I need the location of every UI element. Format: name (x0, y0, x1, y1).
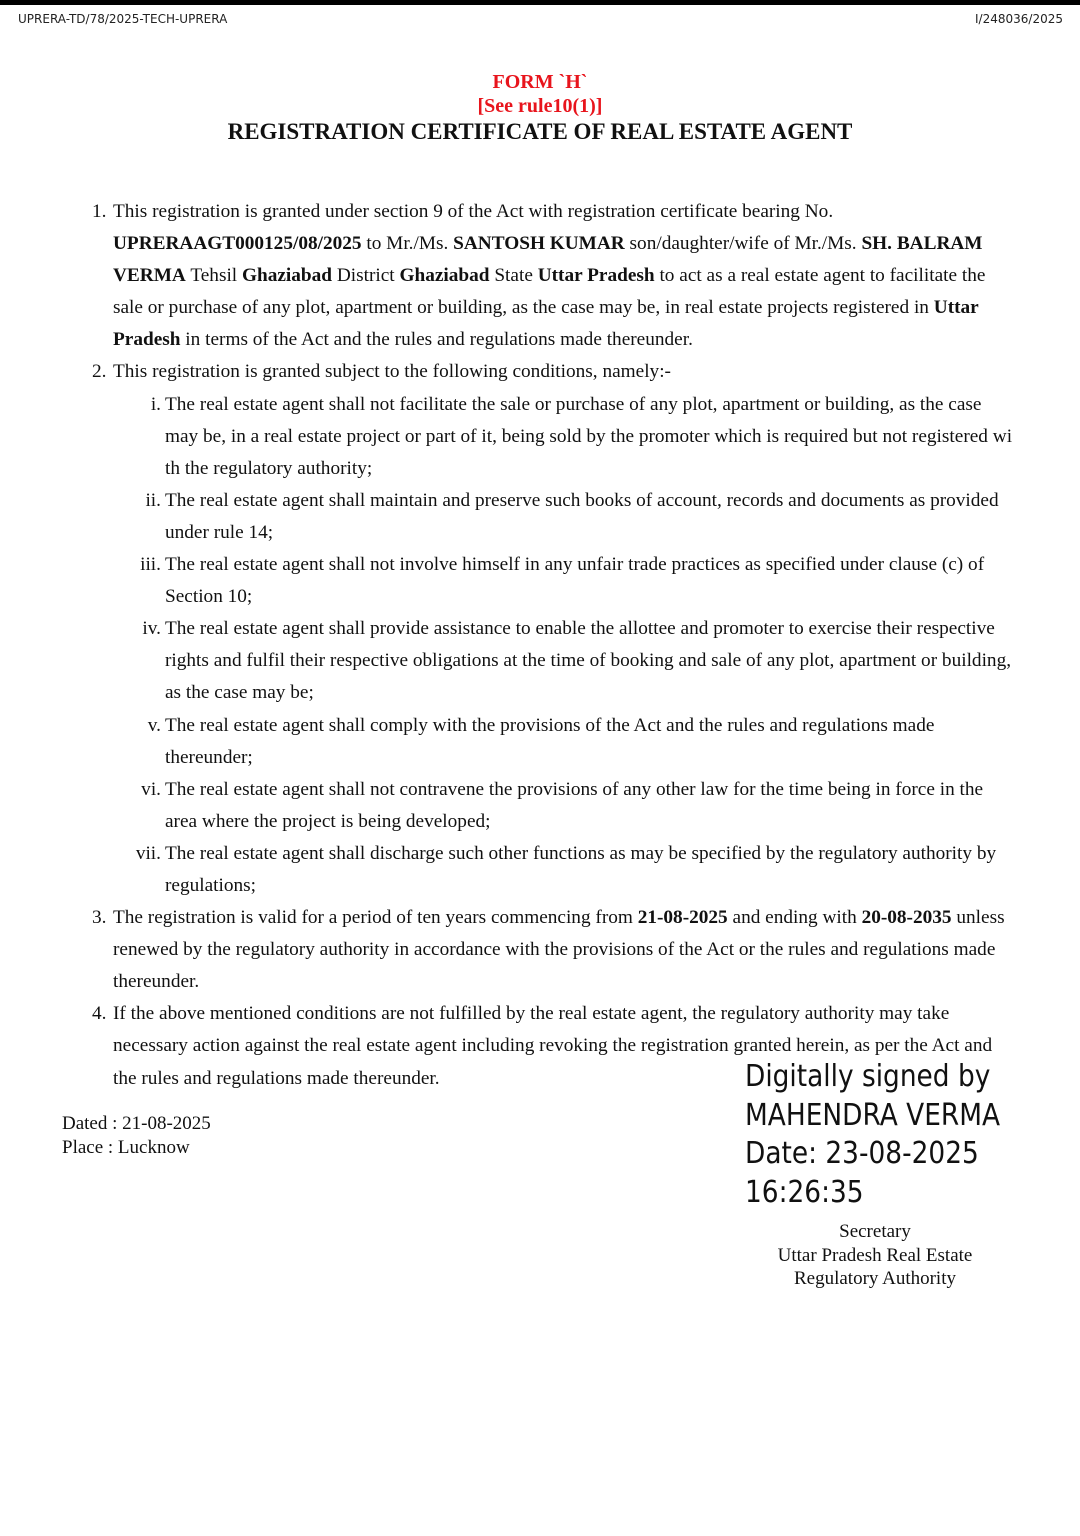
text: to Mr./Ms. (361, 233, 454, 255)
conditions-list (92, 389, 1017, 903)
condition-number: vii. (135, 842, 161, 864)
certificate-body (92, 196, 1017, 1095)
top-bar (0, 0, 1080, 5)
condition-text: The real estate agent shall discharge such other functions as may be specified by the regulatory authority by regulations; (165, 842, 997, 896)
text: The registration is valid for a period of ten years commencing from (113, 907, 638, 929)
signatory-title: Secretary (839, 1221, 911, 1242)
condition-text: The real estate agent shall maintain and preserve such books of account, records and documents as provided under rule 14; (165, 489, 999, 543)
condition-number: iv. (142, 618, 161, 640)
validity-start: 21-08-2025 (637, 907, 728, 929)
signature-date: Date: 23-08-2025 (745, 1136, 979, 1171)
place: Place : Lucknow (62, 1137, 190, 1158)
text: unless renewed by the regulatory authority in accordance with the provisions of the Act or the rules and regulations made thereunder. (113, 907, 1005, 993)
clause-number: 1. (92, 201, 107, 222)
signer-name: MAHENDRA VERMA (745, 1097, 1001, 1133)
inward-number: I/248036/2025 (975, 12, 1063, 26)
signatory-org: Regulatory Authority (793, 1268, 956, 1289)
district: Ghaziabad (399, 265, 490, 287)
condition-number: vi. (141, 778, 161, 800)
condition-text: The real estate agent shall provide assistance to enable the allottee and promoter to exercise their respective rights and fulfil their respective obligations at the time of booking and sale of any plot, apartment or building, as the case may be; (165, 618, 1012, 704)
clause-2 (92, 356, 1017, 388)
text: This registration is granted under section 9 of the Act with registration certificate bearing No. (113, 201, 834, 222)
tehsil: Ghaziabad (241, 265, 332, 287)
condition-number: v. (147, 714, 161, 736)
state: Uttar Pradesh (537, 265, 655, 287)
signatory-block (740, 1220, 1010, 1291)
clause-number: 3. (92, 907, 107, 929)
validity-end: 20-08-2035 (861, 907, 952, 929)
dated: Dated : 21-08-2025 (62, 1113, 211, 1134)
text: to act as a real estate agent to facilitate the sale or purchase of any plot, apartment or building, as the case may be, in real estate projects registered in (113, 265, 986, 319)
condition-text: The real estate agent shall not contravene the provisions of any other law for the time being in force in the area where the project is being developed; (165, 778, 984, 832)
issue-details (62, 1112, 211, 1160)
condition-number: ii. (145, 489, 161, 511)
clause-1 (92, 196, 1017, 356)
condition-text: The real estate agent shall not involve himself in any unfair trade practices as specified under clause (c) of Section 10; (165, 554, 985, 608)
state: Uttar Pradesh (113, 297, 979, 351)
condition-number: i. (150, 393, 161, 415)
condition-item (92, 774, 1017, 838)
clause-number: 4. (92, 1003, 107, 1025)
text: son/daughter/wife of Mr./Ms. (624, 233, 862, 255)
condition-item (92, 485, 1017, 549)
text: If the above mentioned conditions are not fulfilled by the real estate agent, the regulatory authority may take necessary action against the real estate agent including revoking the registration granted herein, as per the Act and the rules and regulations made thereunder. (113, 1003, 993, 1089)
text: State (489, 265, 538, 287)
condition-text: The real estate agent shall not facilitate the sale or purchase of any plot, apartment or building, as the case may be, in a real estate project or part of it, being sold by the promoter which is required but not registered wi th the regulatory authority; (165, 393, 1013, 479)
text: Tehsil (185, 265, 242, 287)
clause-number: 2. (92, 361, 107, 383)
text: District (332, 265, 400, 287)
condition-item (92, 710, 1017, 774)
form-rule: [See rule10(1)] (477, 95, 603, 117)
condition-item (92, 613, 1017, 709)
condition-item (92, 549, 1017, 613)
condition-item (92, 389, 1017, 485)
signature-text: Digitally signed by (745, 1059, 991, 1094)
digital-signature (745, 1058, 1000, 1212)
condition-text: The real estate agent shall comply with the provisions of the Act and the rules and regulations made thereunder; (165, 714, 935, 768)
signatory-org: Uttar Pradesh Real Estate (777, 1244, 973, 1266)
agent-name: SANTOSH KUMAR (453, 233, 625, 255)
clause-3 (92, 902, 1017, 998)
document-title: REGISTRATION CERTIFICATE OF REAL ESTATE AGENT (227, 119, 853, 144)
form-name: FORM `H` (492, 71, 588, 93)
parent-name: SH. BALRAM VERMA (113, 233, 983, 287)
condition-item (92, 838, 1017, 902)
condition-number: iii. (140, 554, 161, 576)
text: in terms of the Act and the rules and regulations made thereunder. (180, 329, 693, 351)
signature-time: 16:26:35 (745, 1174, 864, 1210)
document-reference: UPRERA-TD/78/2025-TECH-UPRERA (18, 12, 228, 26)
registration-number: UPRERAAGT000125/08/2025 (113, 233, 362, 255)
text: and ending with (727, 907, 862, 929)
text: This registration is granted subject to the following conditions, namely:- (113, 361, 671, 383)
